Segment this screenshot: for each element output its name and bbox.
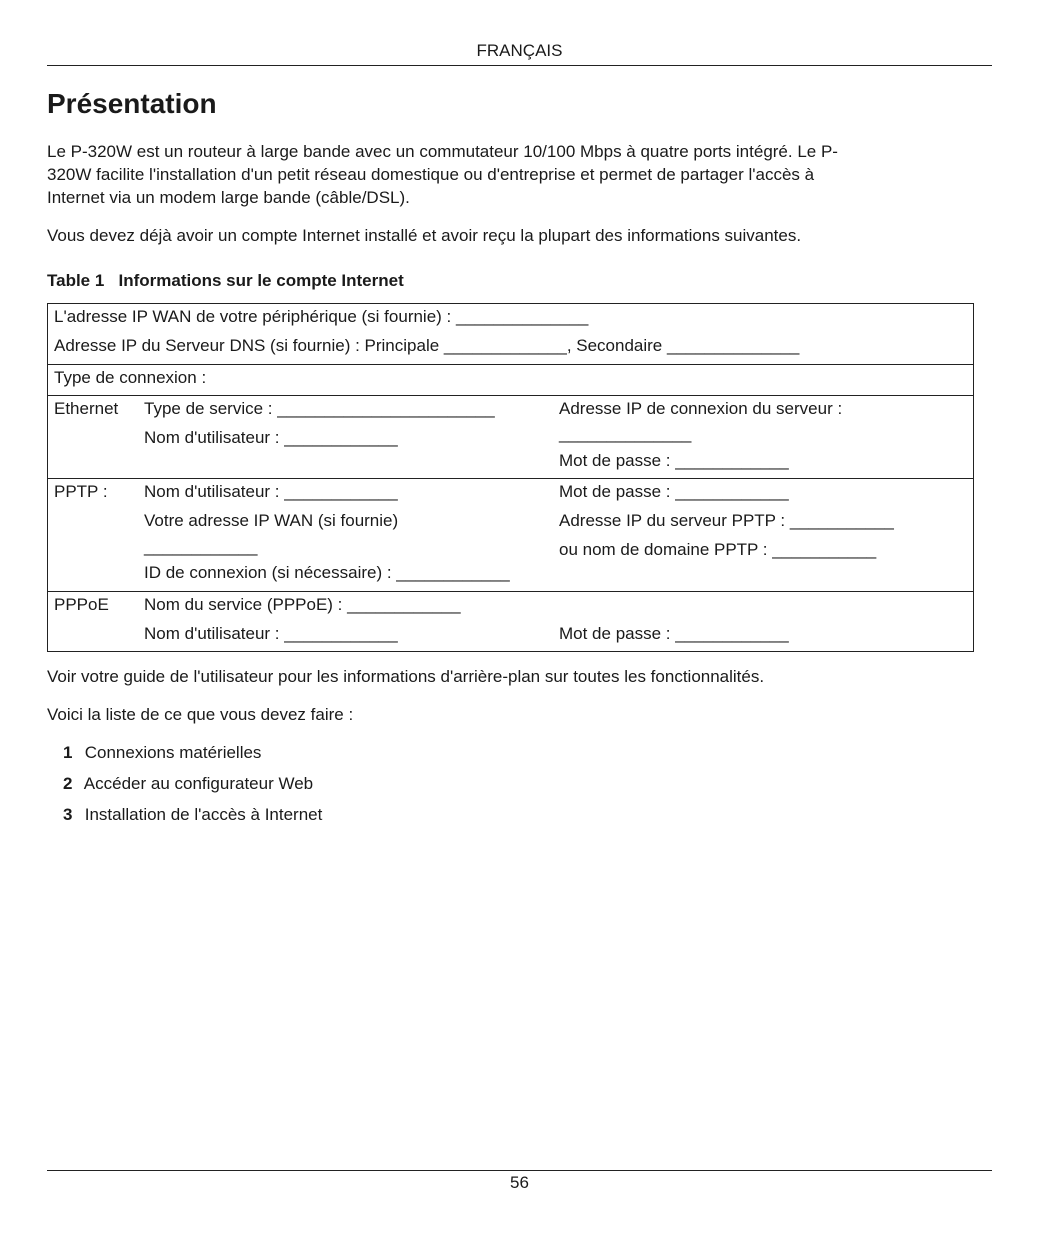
step-number: 3	[63, 805, 73, 824]
intro-line: Internet via un modem large bande (câble/DSL).	[47, 188, 410, 207]
page-footer	[47, 1170, 992, 1194]
pptp-domain: ou nom de domaine PPTP : ___________	[559, 540, 877, 559]
table-row-ethernet	[48, 396, 973, 479]
ethernet-service-type: Type de service : _______________________	[144, 399, 495, 418]
guide-paragraph: Voir votre guide de l'utilisateur pour les informations d'arrière-plan sur toutes les fonctionnalités.	[47, 667, 765, 686]
pptp-label: PPTP :	[54, 482, 108, 501]
ethernet-password: Mot de passe : ____________	[559, 451, 789, 470]
wan-ip-field: L'adresse IP WAN de votre périphérique (si fournie) : ______________	[54, 307, 589, 326]
step-number: 2	[63, 774, 73, 793]
pptp-wan-ip-blank: ____________	[144, 537, 258, 556]
step-label: Accéder au configurateur Web	[83, 774, 314, 793]
list-item	[63, 773, 322, 804]
intro-line: 320W facilite l'installation d'un petit réseau domestique ou d'entreprise et permet de partager l'accès à	[47, 165, 815, 184]
table-row-pptp	[48, 479, 973, 592]
intro-line: Le P-320W est un routeur à large bande avec un commutateur 10/100 Mbps à quatre ports intégré. Le P-	[47, 142, 838, 161]
list-item	[63, 742, 322, 773]
ethernet-login-server-blank: ______________	[559, 424, 692, 443]
ethernet-username: Nom d'utilisateur : ____________	[144, 428, 398, 447]
connection-type-label: Type de connexion :	[54, 368, 207, 387]
pptp-wan-ip: Votre adresse IP WAN (si fournie)	[144, 511, 399, 530]
todo-paragraph: Voici la liste de ce que vous devez faire :	[47, 705, 354, 724]
list-item	[63, 804, 322, 835]
pptp-username: Nom d'utilisateur : ____________	[144, 482, 398, 501]
page-title: Présentation	[47, 88, 217, 119]
pppoe-username: Nom d'utilisateur : ____________	[144, 624, 398, 643]
ethernet-label: Ethernet	[54, 399, 119, 418]
page-header	[47, 40, 992, 66]
ethernet-login-server: Adresse IP de connexion du serveur :	[559, 399, 843, 418]
table-row-connection-type	[48, 365, 973, 396]
pppoe-password: Mot de passe : ____________	[559, 624, 789, 643]
account-info-table	[47, 303, 974, 652]
table-row-pppoe	[48, 592, 973, 651]
page-number: 56	[510, 1173, 529, 1192]
pptp-connection-id: ID de connexion (si nécessaire) : ____________	[144, 563, 510, 582]
step-label: Connexions matérielles	[84, 743, 262, 762]
dns-field: Adresse IP du Serveur DNS (si fournie) : Principale _____________, Secondaire ______________	[54, 336, 800, 355]
table-caption: Table 1 Informations sur le compte Internet	[47, 271, 404, 290]
step-number: 1	[63, 743, 73, 762]
step-label: Installation de l'accès à Internet	[84, 805, 323, 824]
steps-list	[63, 742, 322, 835]
pppoe-service-name: Nom du service (PPPoE) : ____________	[144, 595, 461, 614]
pptp-server-ip: Adresse IP du serveur PPTP : ___________	[559, 511, 894, 530]
account-paragraph: Vous devez déjà avoir un compte Internet installé et avoir reçu la plupart des informations suivantes.	[47, 226, 802, 245]
section-label: FRANÇAIS	[476, 41, 563, 60]
table-row-ip	[48, 304, 973, 365]
pppoe-label: PPPoE	[54, 595, 109, 614]
intro-paragraph	[47, 140, 982, 209]
pptp-password: Mot de passe : ____________	[559, 482, 789, 501]
